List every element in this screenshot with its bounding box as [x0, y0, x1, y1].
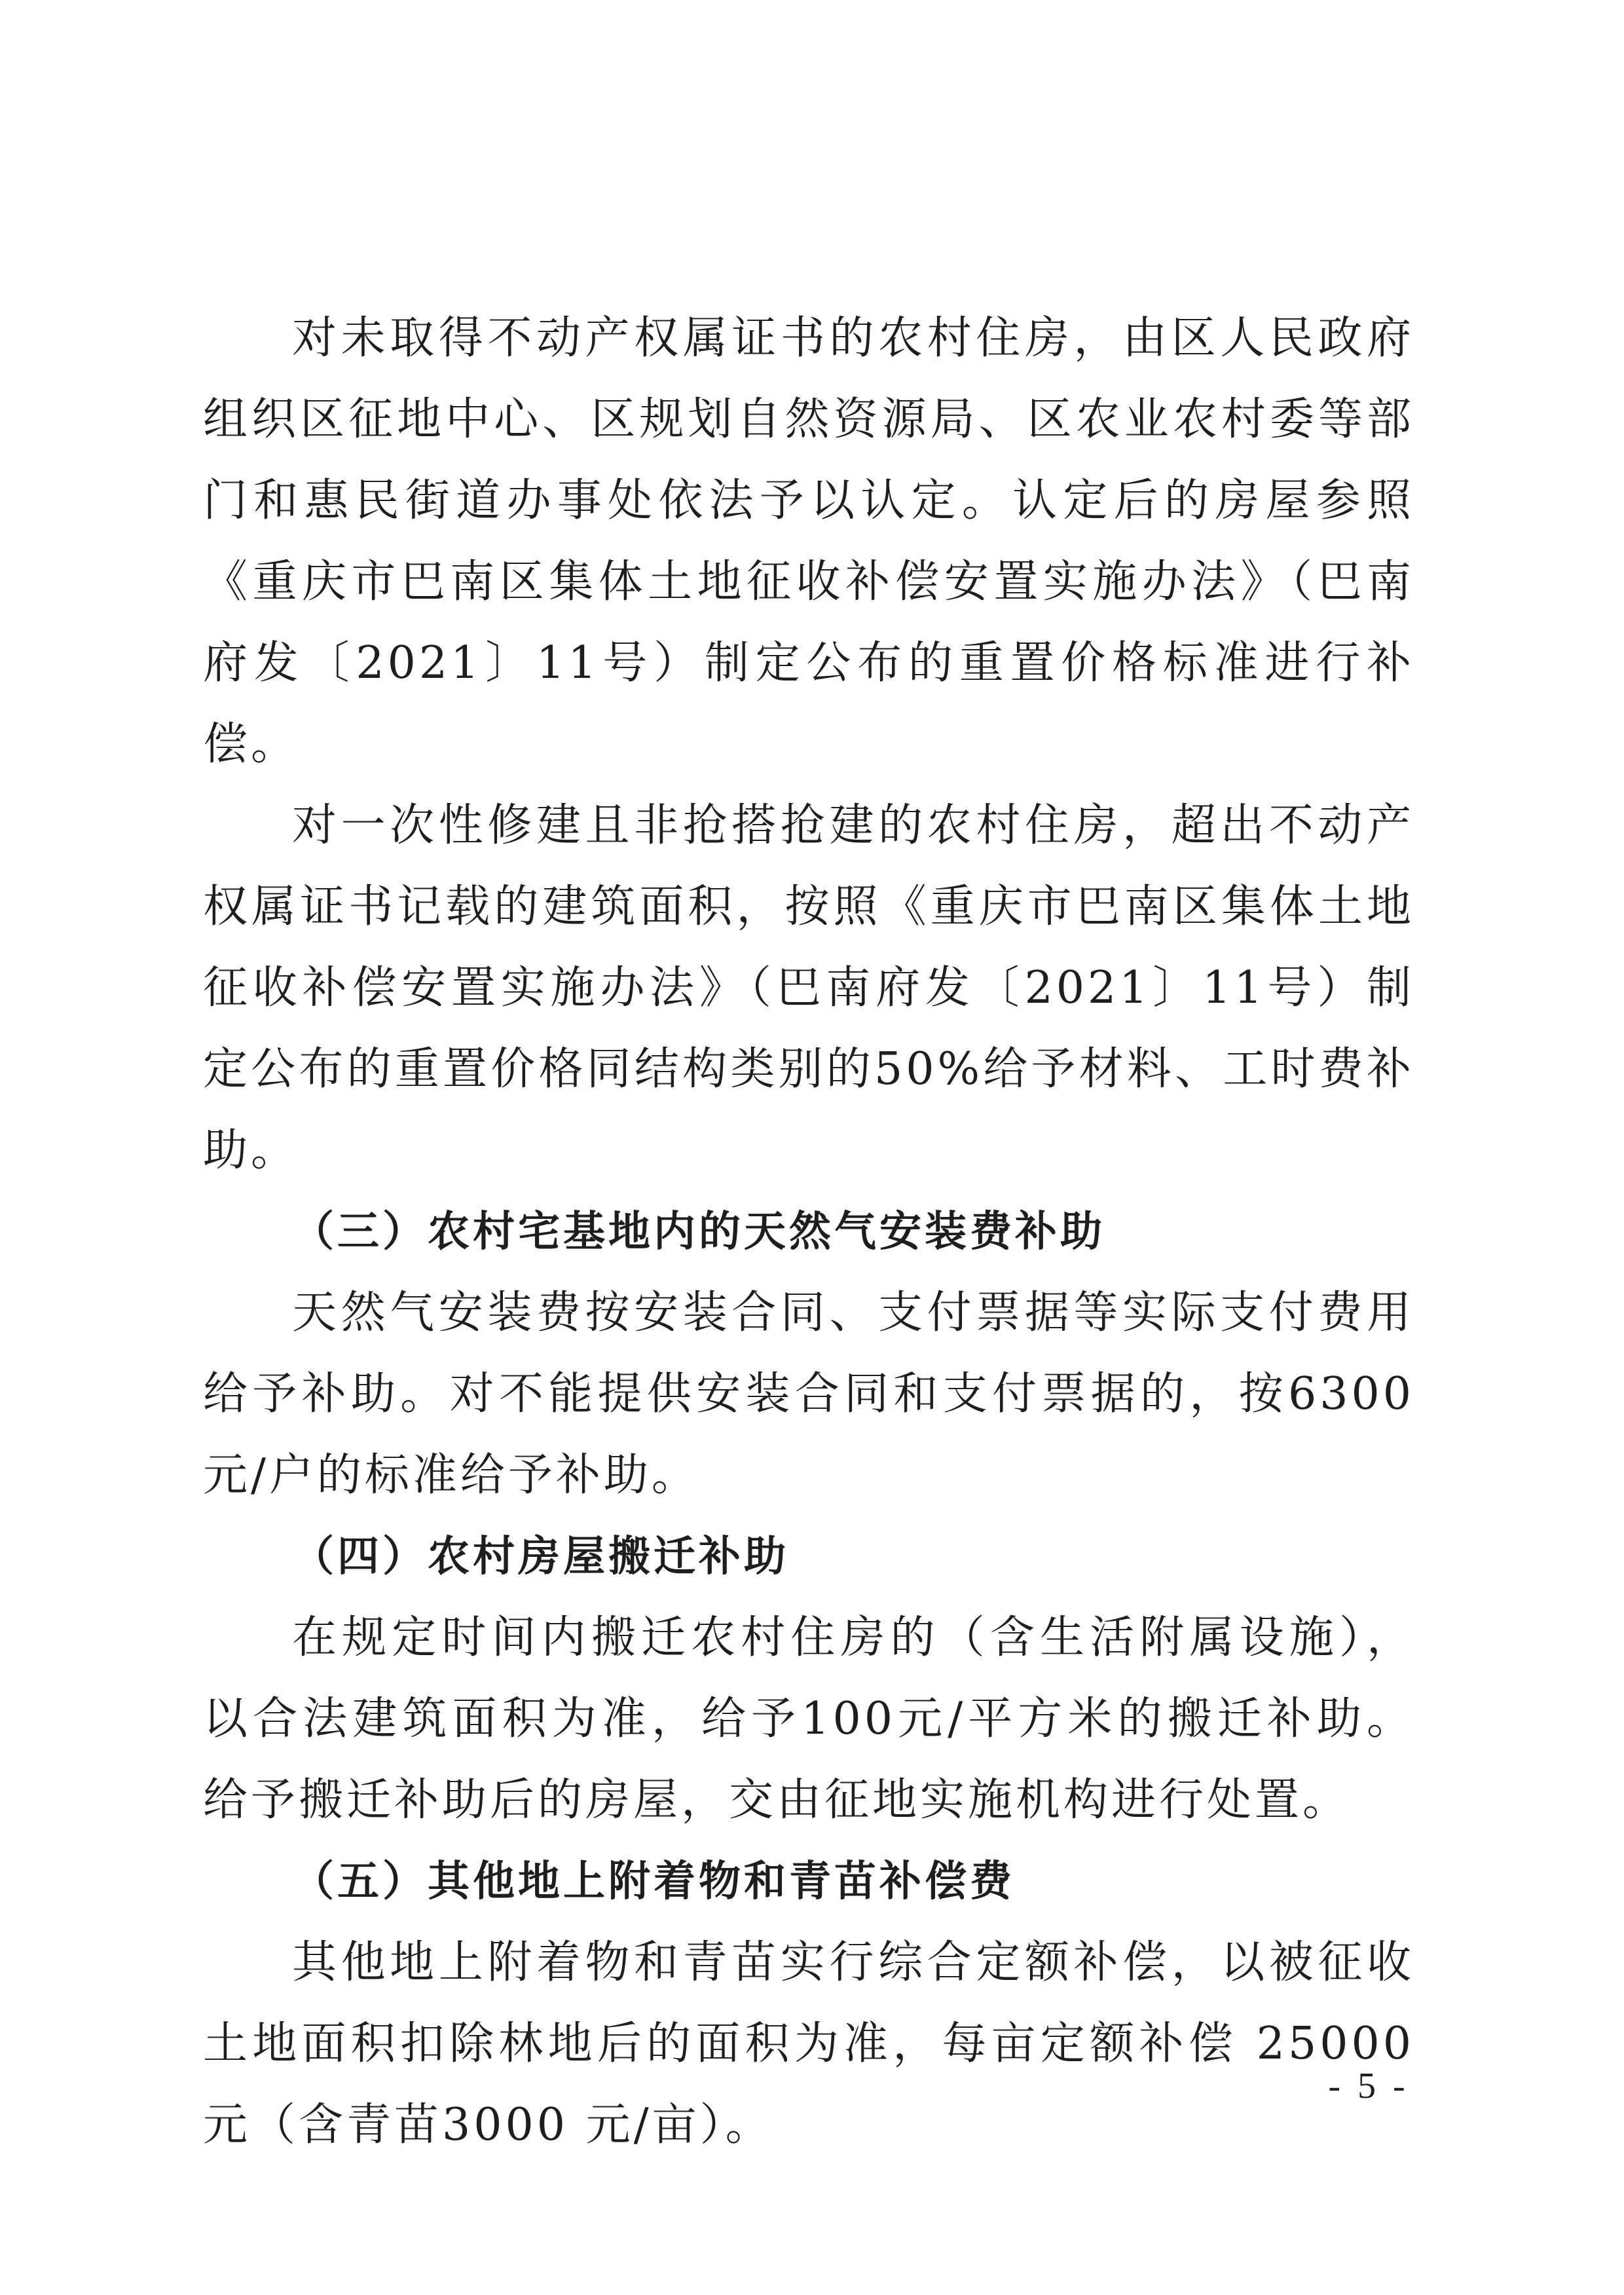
paragraph-attachments-crops: 其他地上附着物和青苗实行综合定额补偿，以被征收土地面积扣除林地后的面积为准，每亩定额补偿 25000 元（含青苗3000 元/亩）。 [203, 1937, 1414, 2151]
paragraph-excess-area-subsidy: 对一次性修建且非抢搭抢建的农村住房，超出不动产权属证书记载的建筑面积，按照《重庆市巴南区集体土地征收补偿安置实施办法》（巴南府发〔2021〕11号）制定公布的重置价格同结构类别的50%给予材料、工时费补助。 [203, 800, 1414, 1176]
document-body [203, 298, 1414, 2166]
section-heading-relocation: （四）农村房屋搬迁补助 [292, 1533, 789, 1581]
paragraph-relocation: 在规定时间内搬迁农村住房的（含生活附属设施），以合法建筑面积为准，给予100元/平方米的搬迁补助。给予搬迁补助后的房屋，交由征地实施机构进行处置。 [203, 1612, 1414, 1826]
paragraph-gas-installation: 天然气安装费按安装合同、支付票据等实际支付费用给予补助。对不能提供安装合同和支付票据的，按6300元/户的标准给予补助。 [203, 1287, 1414, 1501]
section-heading-attachments-crops: （五）其他地上附着物和青苗补偿费 [292, 1857, 1015, 1906]
page-number: - 5 - [1328, 2066, 1409, 2106]
section-heading-gas-installation: （三）农村宅基地内的天然气安装费补助 [292, 1208, 1105, 1256]
paragraph-unregistered-housing: 对未取得不动产权属证书的农村住房，由区人民政府组织区征地中心、区规划自然资源局、区农业农村委等部门和惠民街道办事处依法予以认定。认定后的房屋参照《重庆市巴南区集体土地征收补偿安置实施办法》（巴南府发〔2021〕11号）制定公布的重置价格标准进行补偿。 [203, 312, 1414, 770]
